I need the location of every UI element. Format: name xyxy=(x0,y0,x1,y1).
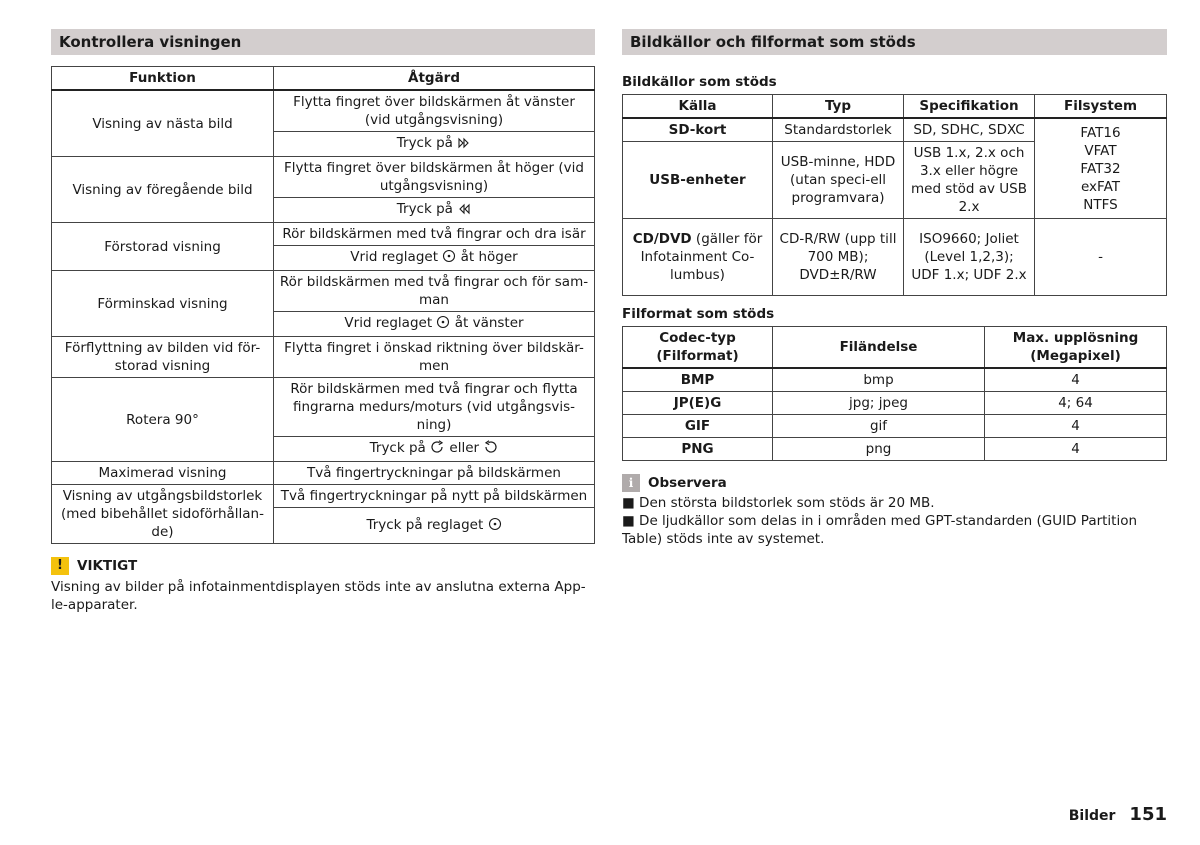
info-notice xyxy=(622,474,1167,548)
table-row xyxy=(623,392,1167,415)
table-row xyxy=(623,219,1167,296)
column-header-filesystem: Filsystem xyxy=(1035,95,1167,119)
table-row xyxy=(52,90,595,132)
table-row xyxy=(52,157,595,198)
action-cell: Rör bildskärmen med två fingrar och för sam-man xyxy=(274,271,595,312)
rotary-knob-icon xyxy=(488,517,502,536)
resolution-cell: 4 xyxy=(985,368,1167,392)
extension-cell: gif xyxy=(773,415,985,438)
extension-cell: jpg; jpeg xyxy=(773,392,985,415)
action-cell: Tryck på reglaget xyxy=(274,508,595,544)
rotate-counterclockwise-icon xyxy=(483,440,498,459)
table-row xyxy=(623,415,1167,438)
function-cell: Visning av nästa bild xyxy=(52,90,274,157)
column-header-type: Typ xyxy=(773,95,904,119)
column-header-codec: Codec-typ (Filformat) xyxy=(623,327,773,369)
column-header-max-resolution: Max. upplösning (Megapixel) xyxy=(985,327,1167,369)
info-icon: i xyxy=(622,474,640,492)
action-cell: Flytta fingret över bildskärmen åt vänster (vid utgångsvisning) xyxy=(274,90,595,132)
function-cell: Visning av utgångsbildstorlek (med bibehållet sidoförhållan-de) xyxy=(52,485,274,544)
column-header-action: Åtgärd xyxy=(274,67,595,91)
page-footer xyxy=(1069,804,1167,825)
codec-cell: BMP xyxy=(623,368,773,392)
info-title: Observera xyxy=(648,475,727,491)
table-row xyxy=(52,462,595,485)
function-cell: Visning av föregående bild xyxy=(52,157,274,223)
action-cell: Tryck på xyxy=(274,198,595,223)
function-cell: Förflyttning av bilden vid för-storad visning xyxy=(52,337,274,378)
column-header-function: Funktion xyxy=(52,67,274,91)
image-sources-table xyxy=(622,94,1167,296)
table-row xyxy=(623,118,1167,142)
rotary-knob-icon xyxy=(436,315,450,334)
filesystem-cell: - xyxy=(1035,219,1167,296)
action-cell: Tryck på xyxy=(274,132,595,157)
table-row xyxy=(52,337,595,378)
resolution-cell: 4; 64 xyxy=(985,392,1167,415)
info-bullet: ■ De ljudkällor som delas in i områden med GPT-standarden (GUID Partition Table) stöds inte av systemet. xyxy=(622,513,1138,547)
column-header-source: Källa xyxy=(623,95,773,119)
extension-cell: bmp xyxy=(773,368,985,392)
source-cell: USB-enheter xyxy=(623,142,773,219)
function-cell: Rotera 90° xyxy=(52,378,274,462)
action-cell: Vrid reglaget åt höger xyxy=(274,246,595,271)
function-cell: Förstorad visning xyxy=(52,223,274,271)
section-header-image-sources: Bildkällor och filformat som stöds xyxy=(622,29,1167,55)
double-chevron-left-icon xyxy=(457,202,471,220)
spec-cell: ISO9660; Joliet (Level 1,2,3); UDF 1.x; UDF 2.x xyxy=(904,219,1035,296)
rotary-knob-icon xyxy=(442,249,456,268)
warning-title: VIKTIGT xyxy=(77,558,138,574)
left-column xyxy=(51,29,595,614)
rotate-clockwise-icon xyxy=(430,440,445,459)
action-cell: Tryck på eller xyxy=(274,437,595,462)
function-cell: Förminskad visning xyxy=(52,271,274,337)
type-cell: Standardstorlek xyxy=(773,118,904,142)
codec-cell: JP(E)G xyxy=(623,392,773,415)
chapter-label: Bilder xyxy=(1068,808,1116,824)
table-row xyxy=(623,438,1167,461)
table-row xyxy=(52,485,595,508)
action-cell: Två fingertryckningar på nytt på bildskärmen xyxy=(274,485,595,508)
sources-subheading: Bildkällor som stöds xyxy=(622,74,777,90)
double-chevron-right-icon xyxy=(457,136,471,154)
table-row xyxy=(52,378,595,437)
spec-cell: SD, SDHC, SDXC xyxy=(904,118,1035,142)
function-cell: Maximerad visning xyxy=(52,462,274,485)
source-cell: SD-kort xyxy=(623,118,773,142)
spec-cell: USB 1.x, 2.x och 3.x eller högre med stöd av USB 2.x xyxy=(904,142,1035,219)
type-cell: CD-R/RW (upp till 700 MB); DVD±R/RW xyxy=(773,219,904,296)
table-row xyxy=(623,368,1167,392)
action-cell: Rör bildskärmen med två fingrar och dra isär xyxy=(274,223,595,246)
action-cell: Flytta fingret över bildskärmen åt höger (vid utgångsvisning) xyxy=(274,157,595,198)
table-header-row xyxy=(52,67,595,91)
warning-text: Visning av bilder på infotainmentdisplayen stöds inte av anslutna externa App-le-apparater. xyxy=(51,579,586,613)
type-cell: USB-minne, HDD (utan speci-ell programvara) xyxy=(773,142,904,219)
action-cell: Flytta fingret i önskad riktning över bildskär-men xyxy=(274,337,595,378)
table-header-row xyxy=(623,327,1167,369)
column-header-spec: Specifikation xyxy=(904,95,1035,119)
formats-subheading: Filformat som stöds xyxy=(622,306,775,322)
codec-cell: GIF xyxy=(623,415,773,438)
table-header-row xyxy=(623,95,1167,119)
warning-icon: ! xyxy=(51,557,69,575)
table-row xyxy=(52,223,595,246)
filesystem-cell: FAT16 VFAT FAT32 exFAT NTFS xyxy=(1035,118,1167,219)
resolution-cell: 4 xyxy=(985,415,1167,438)
action-cell: Två fingertryckningar på bildskärmen xyxy=(274,462,595,485)
info-bullet: ■ Den största bildstorlek som stöds är 20 MB. xyxy=(622,495,935,511)
file-formats-table xyxy=(622,326,1167,461)
source-cell: CD/DVD (gäller för Infotainment Co-lumbus) xyxy=(623,219,773,296)
action-cell: Vrid reglaget åt vänster xyxy=(274,312,595,337)
warning-notice xyxy=(51,557,595,614)
right-column xyxy=(622,29,1167,548)
codec-cell: PNG xyxy=(623,438,773,461)
page-number: 151 xyxy=(1129,804,1167,825)
display-control-table xyxy=(51,66,595,544)
action-cell: Rör bildskärmen med två fingrar och flytta fingrarna medurs/moturs (vid utgångsvis-ning) xyxy=(274,378,595,437)
extension-cell: png xyxy=(773,438,985,461)
section-header-display-control: Kontrollera visningen xyxy=(51,29,595,55)
table-row xyxy=(52,271,595,312)
resolution-cell: 4 xyxy=(985,438,1167,461)
column-header-extension: Filändelse xyxy=(773,327,985,369)
